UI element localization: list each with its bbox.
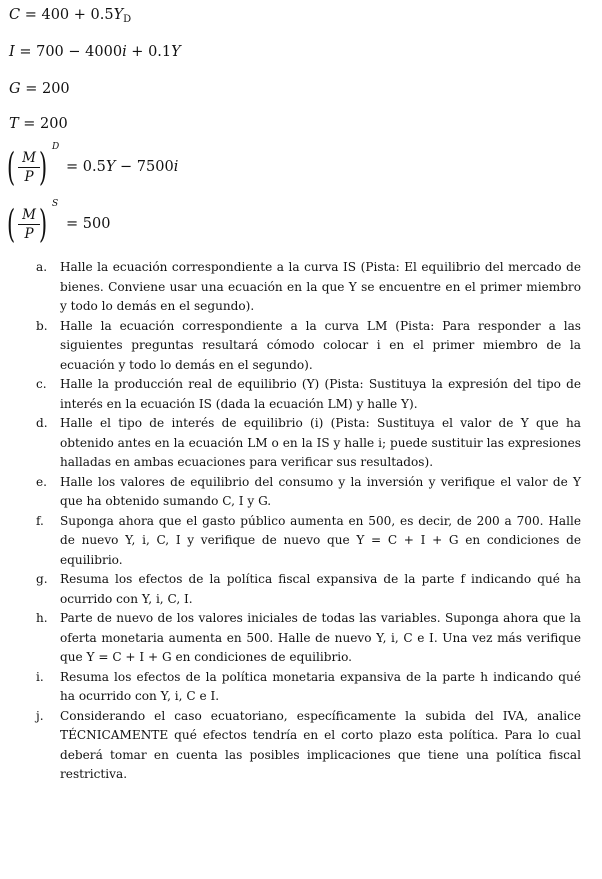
eq-c-rhs: 400 + 0.5 [41,7,114,23]
fraction-bar [18,224,40,225]
eq-t-rhs: 200 [40,116,68,132]
list-marker: c. [36,377,47,391]
list-marker: b. [36,318,48,333]
list-item [36,473,581,512]
fraction-denominator: P [24,169,34,185]
question-text: Halle los valores de equilibrio del consumo y la inversión y verifique el valor de Y que ha obtenido sumando C, I y G. [60,474,581,508]
list-item [36,570,581,609]
list-item [36,317,581,376]
question-list [36,258,581,785]
list-marker: g. [36,572,48,586]
eq-i-var-i: i [122,44,127,60]
fraction-numerator: M [22,207,36,223]
list-marker: d. [36,416,48,430]
list-item [36,668,581,707]
list-marker: h. [36,611,48,625]
list-marker: e. [36,474,48,489]
eq-i-lhs: I [9,44,15,60]
eq-g-lhs: G [9,81,21,97]
md-rhs-b: − 7500 [115,159,174,175]
list-marker: f. [36,513,44,528]
superscript-s: S [52,199,59,209]
eq-g-rhs: 200 [41,81,70,97]
eq-c-lhs: C [9,7,21,23]
list-marker: i. [36,669,44,684]
eq-i-var-y: Y [171,44,181,60]
money-demand-rhs [66,159,178,175]
fraction-m-over-p [18,150,40,185]
left-paren: ( [7,202,16,246]
question-text: Halle el tipo de interés de equilibrio (i) (Pista: Sustituya el valor de Y que ha obtenido antes en la ecuación LM o en la IS y halle i; puede sustituir las expresiones halladas en ambas ecuaciones para verificar sus resultados). [60,416,581,469]
equation-government: G = 200 [9,81,70,97]
list-item [36,609,581,668]
list-item [36,707,581,785]
question-text: Halle la ecuación correspondiente a la curva IS (Pista: El equilibrio del mercado de bienes. Conviene usar una ecuación en la que Y se encuentre en el primer miembro y todo lo demás en el segundo). [60,260,581,313]
list-marker: a. [36,260,48,274]
md-rhs-a: = 0.5 [66,159,106,175]
equation-taxes: T = 200 [9,116,68,132]
question-text: Considerando el caso ecuatoriano, específicamente la subida del IVA, analice TÉCNICAMENTE qué efectos tendría en el corto plazo esta política. Para lo cual deberá tomar en cuenta las posibles implicaciones que tiene una política fiscal restrictiva. [60,708,581,781]
ms-rhs: = 500 [66,216,111,232]
list-item [36,258,581,317]
money-supply-rhs [66,216,110,232]
eq-t-lhs: T [9,116,19,132]
fraction-numerator: M [22,150,36,166]
fraction-bar [18,167,40,168]
question-text: Resuma los efectos de la política monetaria expansiva de la parte h indicando qué ha ocurrido con Y, i, C e I. [60,669,581,703]
list-marker: j. [36,708,44,723]
md-var-y: Y [105,159,116,175]
question-text: Resuma los efectos de la política fiscal expansiva de la parte f indicando qué ha ocurrido con Y, i, C, I. [60,572,581,606]
fraction-denominator: P [24,226,34,242]
left-paren: ( [7,145,16,189]
md-var-i: i [173,159,179,175]
eq-i-rhs-a: 700 − 4000 [36,44,123,60]
eq-i-rhs-b: + 0.1 [126,44,172,60]
right-paren: ) [39,145,48,189]
fraction-m-over-p [18,207,40,242]
list-item [36,375,581,414]
superscript-d: D [52,142,60,152]
eq-c-var: Y [113,7,124,23]
eq-c-sub: D [123,14,132,25]
list-item [36,414,581,473]
equation-investment: I = 700 − 4000i + 0.1Y [9,44,181,60]
list-item [36,512,581,571]
question-text: Halle la producción real de equilibrio (Y) (Pista: Sustituya la expresión del tipo de interés en la ecuación IS (dada la ecuación LM) y halle Y). [60,377,581,411]
question-text: Parte de nuevo de los valores iniciales de todas las variables. Suponga ahora que la oferta monetaria aumenta en 500. Halle de nuevo Y, i, C e I. Una vez más verifique que Y = C + I + G en condiciones de equilibrio. [60,611,581,664]
question-text: Suponga ahora que el gasto público aumenta en 500, es decir, de 200 a 700. Halle de nuevo Y, i, C, I y verifique de nuevo que Y = C + I + G en condiciones de equilibrio. [60,513,581,567]
equation-consumption: $C = 400 + 0.5Y_D$ [9,7,132,25]
right-paren: ) [39,202,48,246]
question-text: Halle la ecuación correspondiente a la curva LM (Pista: Para responder a las siguientes preguntas resultará cómodo colocar i en el primer miembro de la ecuación y todo lo demás en el segundo). [60,318,581,372]
